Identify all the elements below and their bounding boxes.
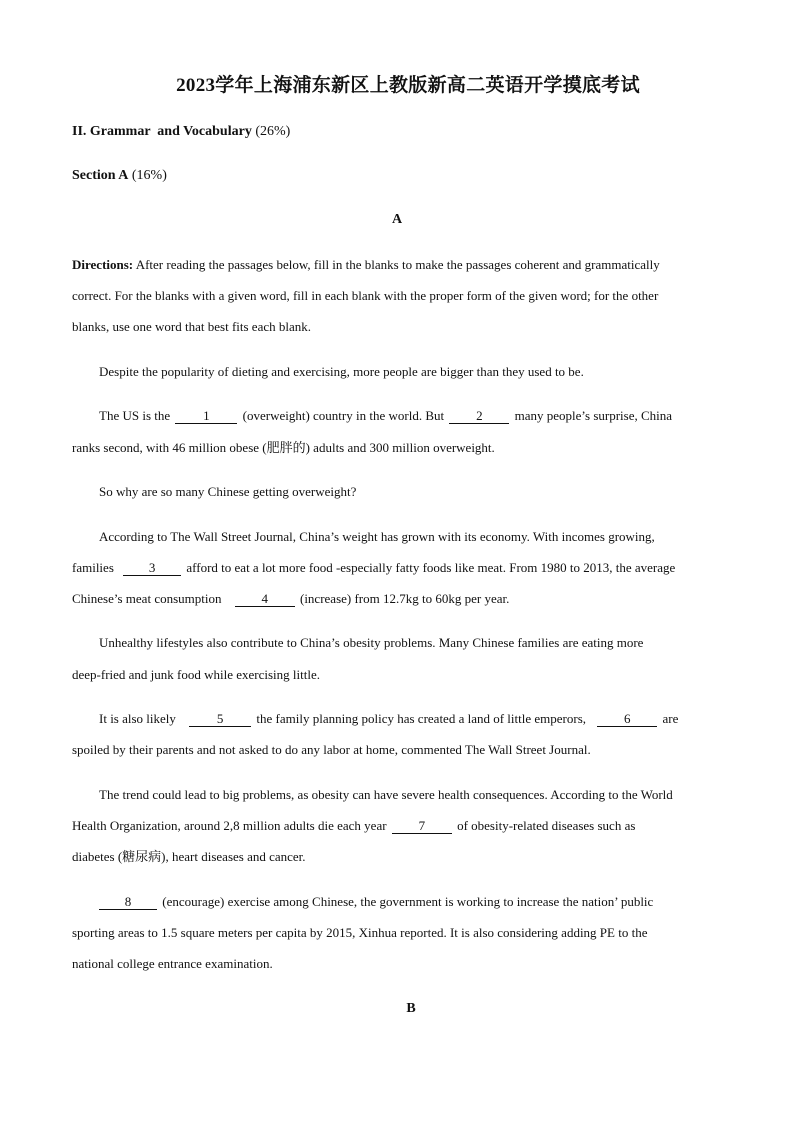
p2-text-c: many people’s surprise, China [514,408,673,423]
paragraph-3-line-1: So why are so many Chinese getting overweight? [99,484,357,499]
p6-text-a: It is also likely [99,711,176,726]
paragraph-4-line-3 [72,591,509,607]
part-score: (26%) [255,124,291,139]
directions-label: Directions: [72,257,134,272]
part-label: II. Grammar and Vocabulary [72,124,252,139]
paragraph-8-line-2: sporting areas to 1.5 square meters per capita by 2015, Xinhua reported. It is also considering adding PE to the [72,925,648,940]
paragraph-5-line-1: Unhealthy lifestyles also contribute to China’s obesity problems. Many Chinese families are eating more [99,635,644,650]
directions-text-1: After reading the passages below, fill in the blanks to make the passages coherent and grammatically [135,257,660,272]
p6-text-c: are [662,711,679,726]
paragraph-4-line-1: According to The Wall Street Journal, China’s weight has grown with its economy. With incomes growing, [99,529,655,544]
paragraph-8-line-1 [99,894,653,910]
section-score: (16%) [131,168,167,183]
p4-text-a: families [72,560,114,575]
blank-5[interactable]: 5 [189,712,251,727]
p2-text-b: (overweight) country in the world. But [242,408,445,423]
paragraph-7-line-3: diabetes (糖尿病), heart diseases and cancer. [72,849,306,864]
exam-title: 2023学年上海浦东新区上教版新高二英语开学摸底考试 [176,75,640,96]
paragraph-5-line-2: deep-fried and junk food while exercising little. [72,667,321,682]
paragraph-2-line-1 [99,408,672,424]
paragraph-7-line-2 [72,818,635,834]
paragraph-7-line-1: The trend could lead to big problems, as obesity can have severe health consequences. According to the World [99,787,673,802]
passage-b-letter: B [406,1001,416,1016]
paragraph-6-line-2: spoiled by their parents and not asked to do any labor at home, commented The Wall Street Journal. [72,742,591,757]
p8-text-a: (encourage) exercise among Chinese, the government is working to increase the nation’ public [162,894,654,909]
blank-1[interactable]: 1 [175,409,237,424]
p4-text-c: Chinese’s meat consumption [72,591,222,606]
passage-a-letter: A [391,212,403,227]
p2-text-a: The US is the [99,408,171,423]
paragraph-8-line-3: national college entrance examination. [72,956,273,971]
paragraph-2-line-2: ranks second, with 46 million obese (肥胖的) adults and 300 million overweight. [72,440,495,455]
directions-line-3: blanks, use one word that best fits each blank. [72,319,311,334]
directions-line-1 [72,257,660,273]
blank-6[interactable]: 6 [597,712,657,727]
p7-text-a: Health Organization, around 2,8 million adults die each year [72,818,387,833]
section-label: Section A [72,168,129,183]
paragraph-6-line-1 [99,711,678,727]
section-heading [72,168,167,184]
p4-text-b: afford to eat a lot more food -especially fatty foods like meat. From 1980 to 2013, the average [186,560,676,575]
p7-text-b: of obesity-related diseases such as [457,818,636,833]
p6-text-b: the family planning policy has created a land of little emperors, [256,711,587,726]
paragraph-1-line-1: Despite the popularity of dieting and exercising, more people are bigger than they used to be. [99,364,584,379]
blank-2[interactable]: 2 [449,409,509,424]
paragraph-4-line-2 [72,560,675,576]
blank-4[interactable]: 4 [235,592,295,607]
blank-8[interactable]: 8 [99,895,157,910]
blank-3[interactable]: 3 [123,561,181,576]
blank-7[interactable]: 7 [392,819,452,834]
part-heading [72,124,290,140]
directions-line-2: correct. For the blanks with a given word, fill in each blank with the proper form of the given word; for the other [72,288,659,303]
p4-text-d: (increase) from 12.7kg to 60kg per year. [299,591,510,606]
